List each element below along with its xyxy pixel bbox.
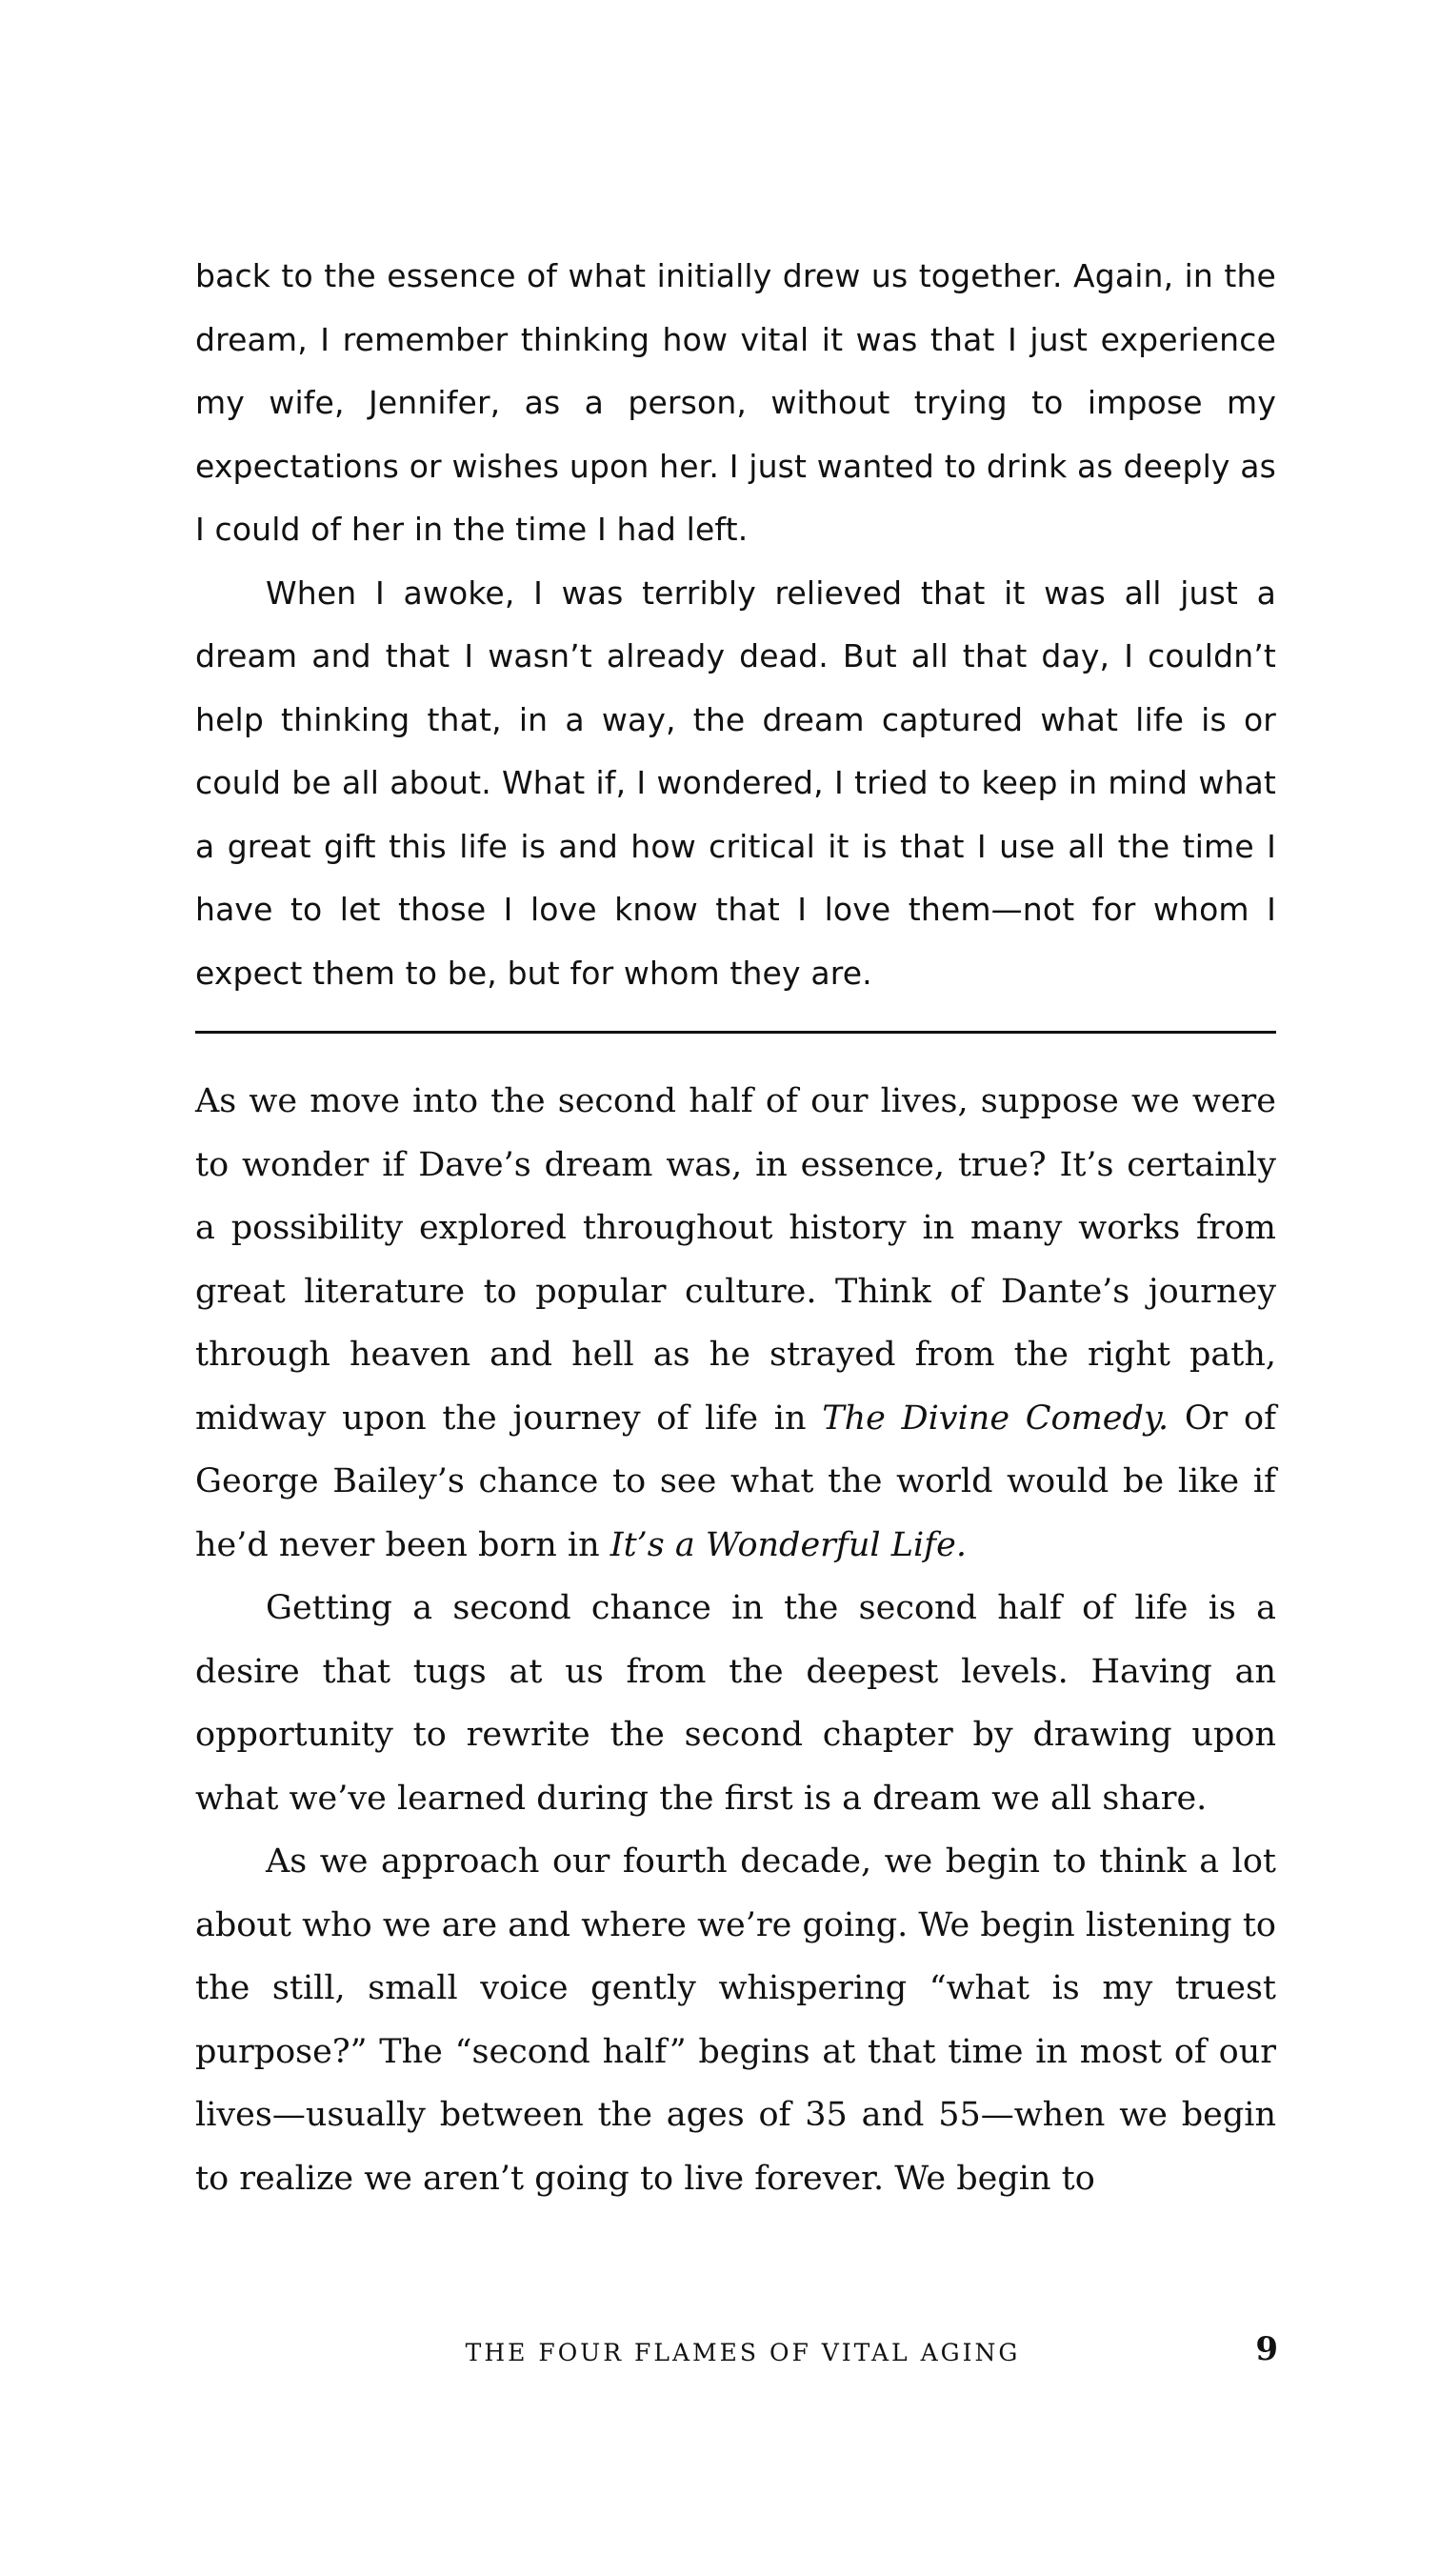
paragraph-text: Or of George Bailey’s chance to see what the world would be like if he’d never been born in — [195, 1399, 1277, 1564]
body-paragraph: As we approach our fourth decade, we begin to think a lot about who we are and where we’re going. We begin listening to the still, small voice gently whispering “what is my truest purpose?” The “second half” begins at that time in most of our lives—usually between the ages of 35 and 55—when we begin to realize we aren’t going to live forever. We begin to — [195, 1842, 1276, 2198]
main-text-section — [195, 1070, 1276, 2210]
running-footer-title: THE FOUR FLAMES OF VITAL AGING — [465, 2339, 1021, 2366]
section-divider — [195, 1031, 1276, 1034]
paragraph-text: As we move into the second half of our lives, suppose we were to wonder if Dave’s dream was, in essence, true? It’s certainly a possibility explored throughout history in many works from great literature to popular culture. Think of Dante’s journey through heaven and hell as he strayed from the right path, midway upon the journey of life in — [195, 1082, 1276, 1438]
story-paragraph: back to the essence of what initially drew us together. Again, in the dream, I remember thinking how vital it was that I just experience my wife, Jennifer, as a person, without trying to impose my expectations or wishes upon her. I just wanted to drink as deeply as I could of her in the time I had left. — [195, 257, 1276, 548]
book-title: The Divine Comedy. — [822, 1399, 1169, 1438]
page-number: 9 — [1255, 2330, 1278, 2368]
story-paragraph: When I awoke, I was terribly relieved that it was all just a dream and that I wasn’t already dead. But all that day, I couldn’t help thinking that, in a way, the dream captured what life is or could be all about. What if, I wondered, I tried to keep in mind what a great gift this life is and how critical it is that I use all the time I have to let those I love know that I love them—not for whom I expect them to be, but for whom they are. — [195, 574, 1276, 992]
dream-story-section — [195, 245, 1276, 1005]
body-paragraph — [195, 1070, 1276, 1577]
film-title: It’s a Wonderful Life. — [610, 1525, 967, 1564]
body-paragraph: Getting a second chance in the second half of life is a desire that tugs at us from the deepest levels. Having an opportunity to rewrite the second chapter by drawing upon what we’ve learned during the first is a dream we all share. — [195, 1589, 1276, 1818]
